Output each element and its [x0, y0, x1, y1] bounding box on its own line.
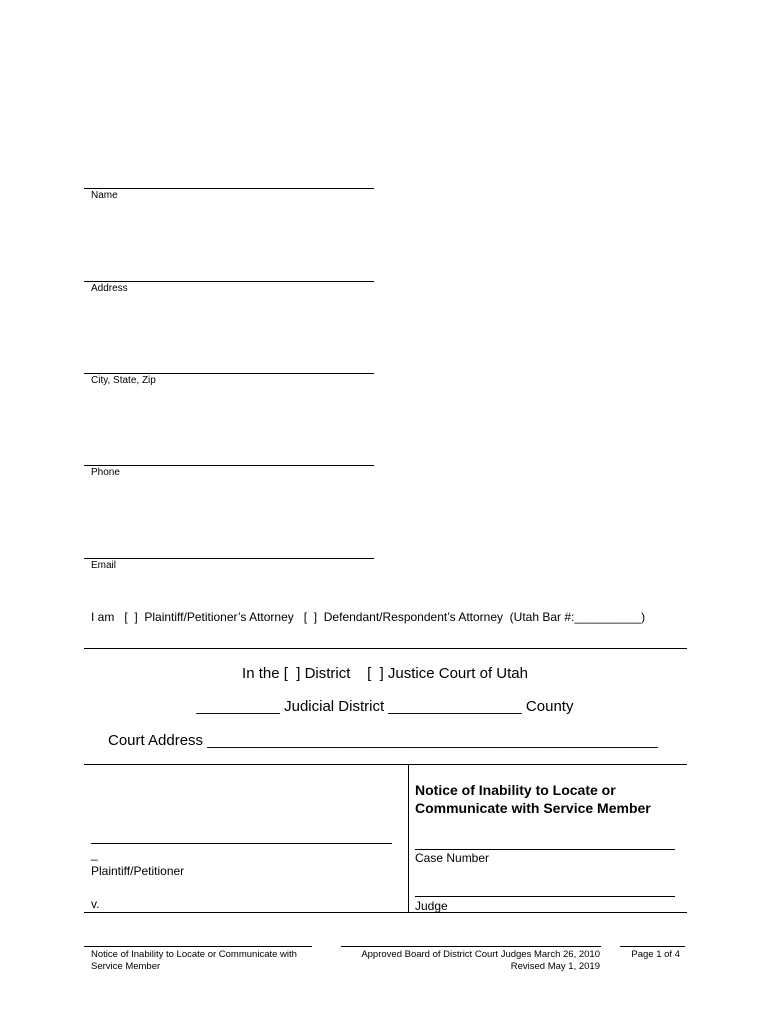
footer-page-number: Page 1 of 4: [631, 949, 680, 960]
email-line: [84, 558, 374, 559]
document-title: [415, 781, 651, 817]
plaintiff-label: Plaintiff/Petitioner: [91, 864, 185, 878]
caption-top-border: [84, 764, 687, 765]
address-label: Address: [91, 283, 128, 294]
judge-line: [415, 896, 675, 897]
caption-vertical-divider: [408, 764, 409, 912]
footer-form-title-line-2: Service Member: [91, 961, 161, 972]
email-label: Email: [91, 560, 117, 571]
document-title-line-2: Communicate with Service Member: [415, 800, 651, 816]
case-number-label: Case Number: [415, 851, 490, 865]
city-state-zip-label: City, State, Zip: [91, 375, 156, 386]
judicial-district-line: __________ Judicial District ________________ County: [196, 698, 574, 715]
footer-rule-center: [341, 946, 601, 947]
case-number-line: [415, 849, 675, 850]
footer-approval-line-1: Approved Board of District Court Judges March 26, 2010: [361, 949, 600, 960]
plaintiff-line: [91, 843, 392, 844]
document-title-line-1: Notice of Inability to Locate or: [415, 782, 616, 798]
court-type-line: In the [ ] District [ ] Justice Court of Utah: [242, 665, 528, 682]
phone-label: Phone: [91, 467, 120, 478]
footer-form-title-line-1: Notice of Inability to Locate or Communicate with: [91, 949, 297, 960]
footer-rule-right: [620, 946, 685, 947]
court-address-line: Court Address ______________________________________________________: [108, 732, 658, 749]
footer-rule-left: [84, 946, 312, 947]
judge-label: Judge: [415, 899, 448, 913]
footer-approval: [341, 949, 600, 973]
name-line: [84, 188, 374, 189]
caption-bottom-border: [84, 912, 687, 913]
name-label: Name: [91, 190, 118, 201]
plaintiff-underscore: _: [91, 847, 98, 861]
phone-line: [84, 465, 374, 466]
city-state-zip-line: [84, 373, 374, 374]
section-divider-top: [84, 648, 687, 649]
footer-approval-line-2: Revised May 1, 2019: [510, 961, 600, 972]
address-line: [84, 281, 374, 282]
party-role-line: I am [ ] Plaintiff/Petitioner’s Attorney [ ] Defendant/Respondent’s Attorney (Utah Bar #:__________): [91, 610, 646, 624]
versus-label: v.: [91, 897, 100, 911]
footer-form-title: [91, 949, 297, 973]
